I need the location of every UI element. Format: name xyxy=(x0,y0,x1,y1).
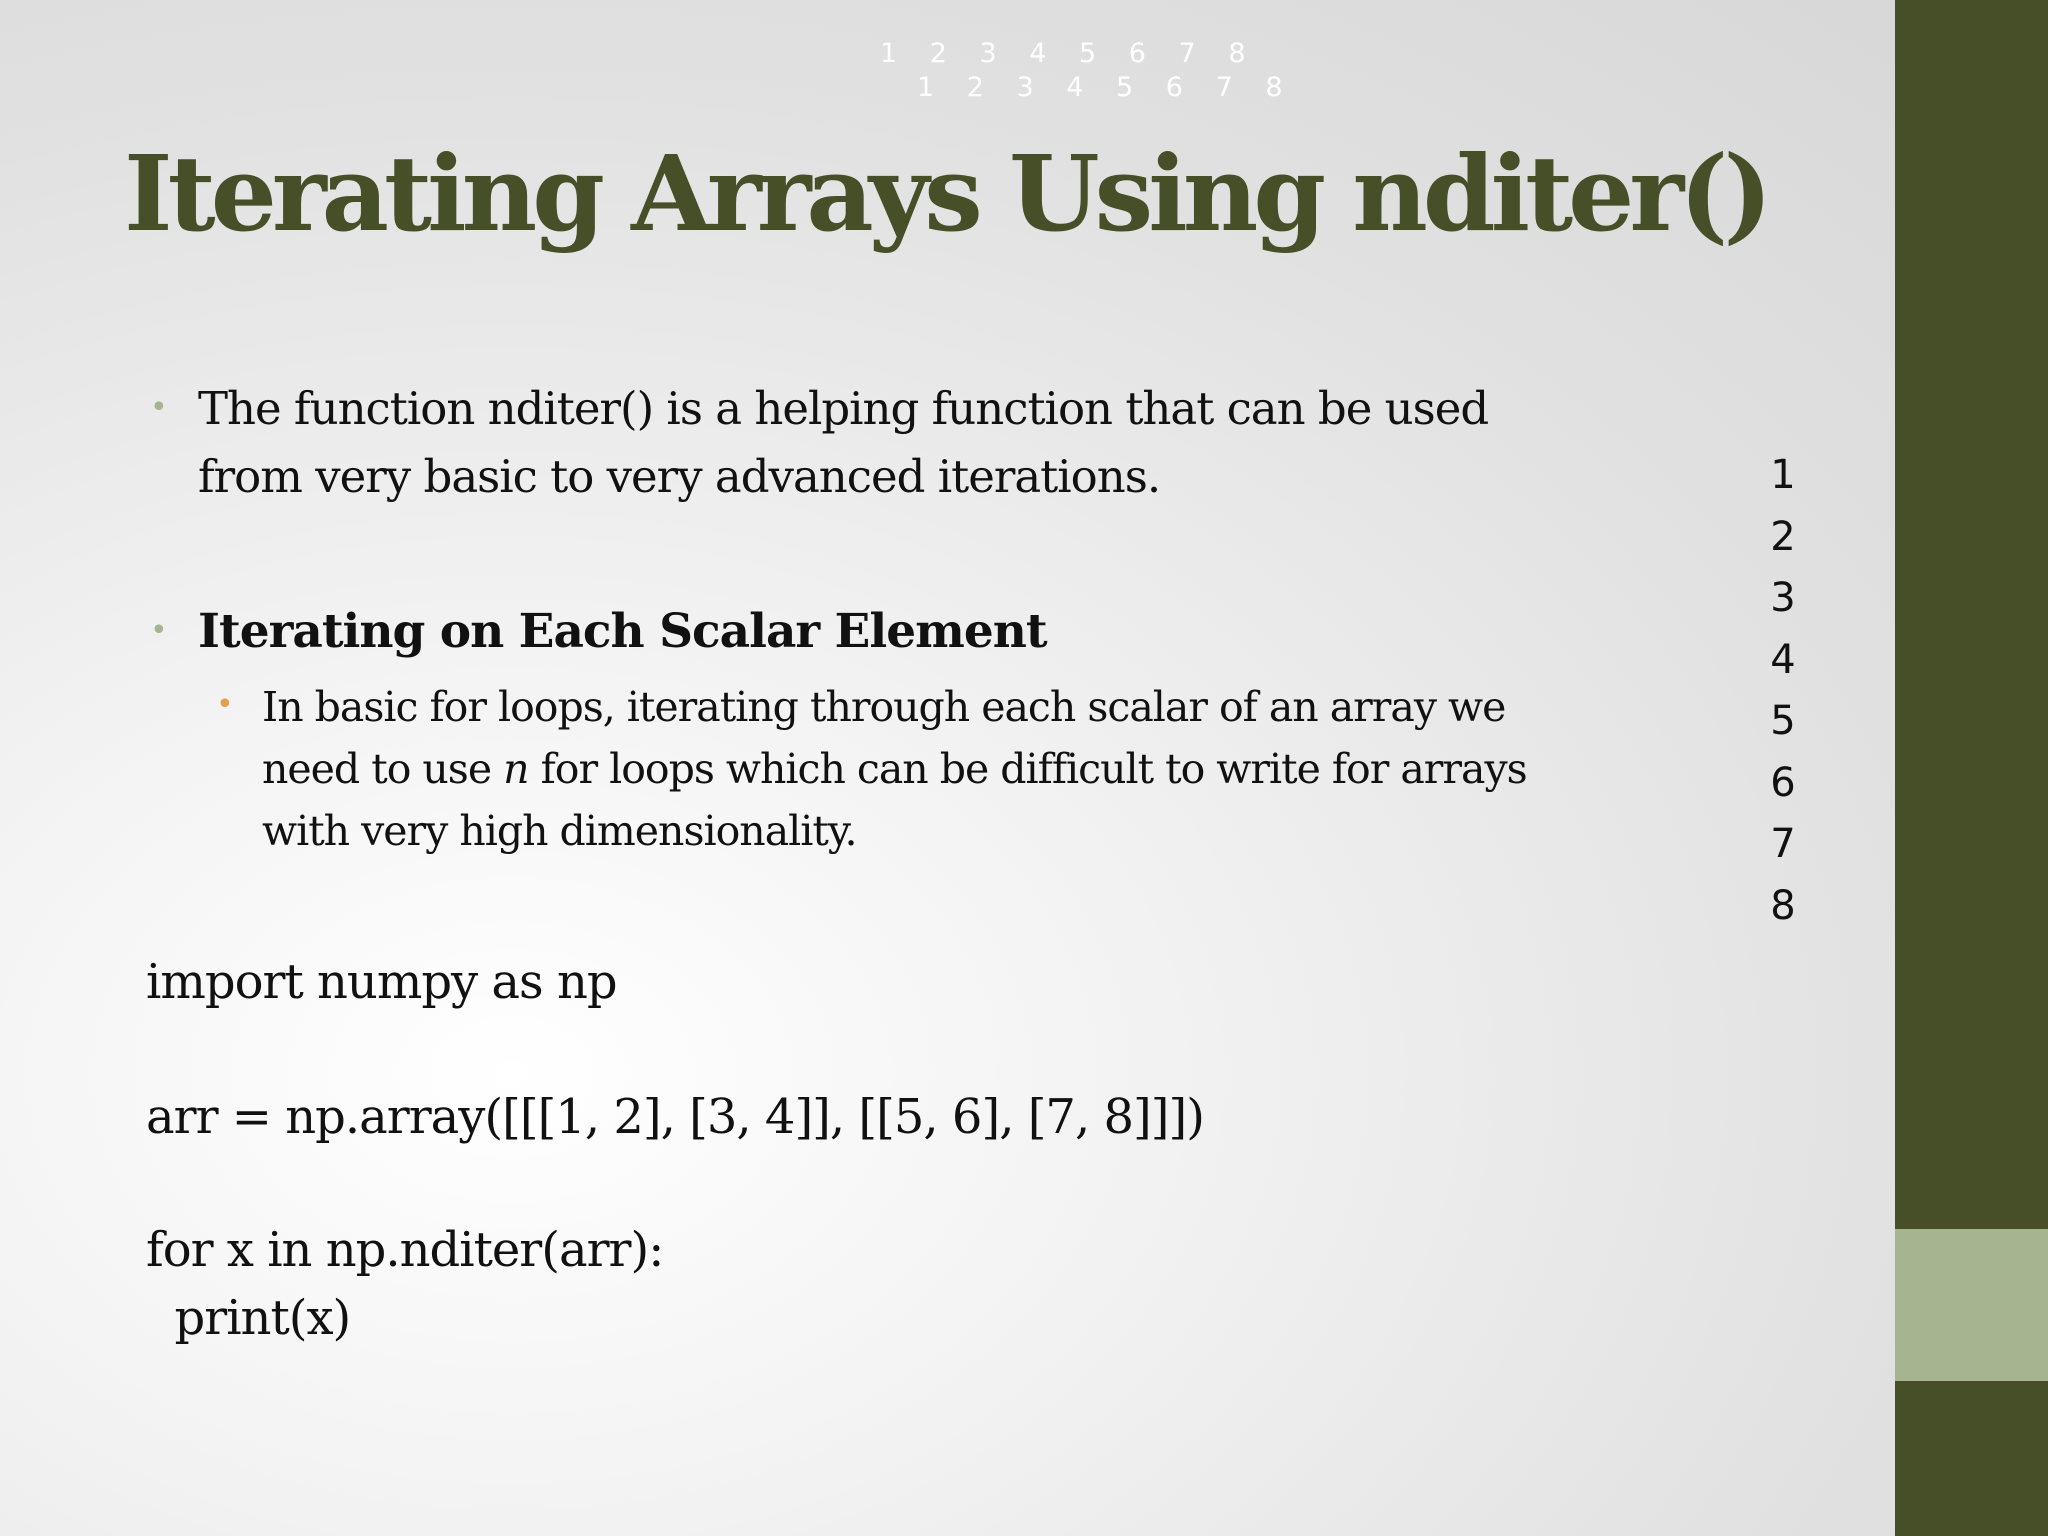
code-line-array: arr = np.array([[[1, 2], [3, 4]], [[5, 6], [7, 8]]]) xyxy=(146,1089,1204,1145)
code-line-loop: for x in np.nditer(arr): xyxy=(146,1222,664,1278)
sub-bullet xyxy=(216,676,1602,862)
sub-bullet-text-start: In basic for loops, iterating through each scalar of an array we need to use xyxy=(262,683,1506,793)
sub-bullet-dot-icon: • xyxy=(216,687,233,722)
side-number: 2 xyxy=(1770,513,1796,560)
code-line-import: import numpy as np xyxy=(146,954,617,1010)
side-number-list xyxy=(1768,445,1798,937)
bullet-heading-text: Iterating on Each Scalar Element xyxy=(198,604,1047,659)
bullet-intro xyxy=(150,375,1598,511)
side-number: 4 xyxy=(1770,636,1796,683)
bullet-dot-icon: • xyxy=(150,390,167,425)
sub-bullet-emphasis: n xyxy=(503,745,529,793)
side-number: 3 xyxy=(1770,575,1796,621)
sidebar-accent-band xyxy=(1895,1229,2048,1381)
side-number: 6 xyxy=(1770,759,1796,806)
side-number: 8 xyxy=(1770,882,1796,929)
bullet-dot-icon: • xyxy=(150,613,167,648)
top-numbers-row-1: 1 2 3 4 5 6 7 8 xyxy=(880,38,1258,69)
top-numbers-row-2: 1 2 3 4 5 6 7 8 xyxy=(917,72,1295,103)
side-number: 7 xyxy=(1770,821,1796,867)
sub-bullet-text-end: for loops which can be difficult to write for arrays with very high dimensionality. xyxy=(262,745,1527,855)
code-line-print: print(x) xyxy=(146,1290,351,1346)
side-number: 5 xyxy=(1770,698,1796,744)
bullet-intro-text: The function nditer() is a helping function that can be used from very basic to very advanced iterations. xyxy=(198,382,1489,503)
bullet-heading xyxy=(150,598,1047,666)
slide-title: Iterating Arrays Using nditer() xyxy=(124,132,1768,255)
side-number: 1 xyxy=(1770,452,1796,498)
